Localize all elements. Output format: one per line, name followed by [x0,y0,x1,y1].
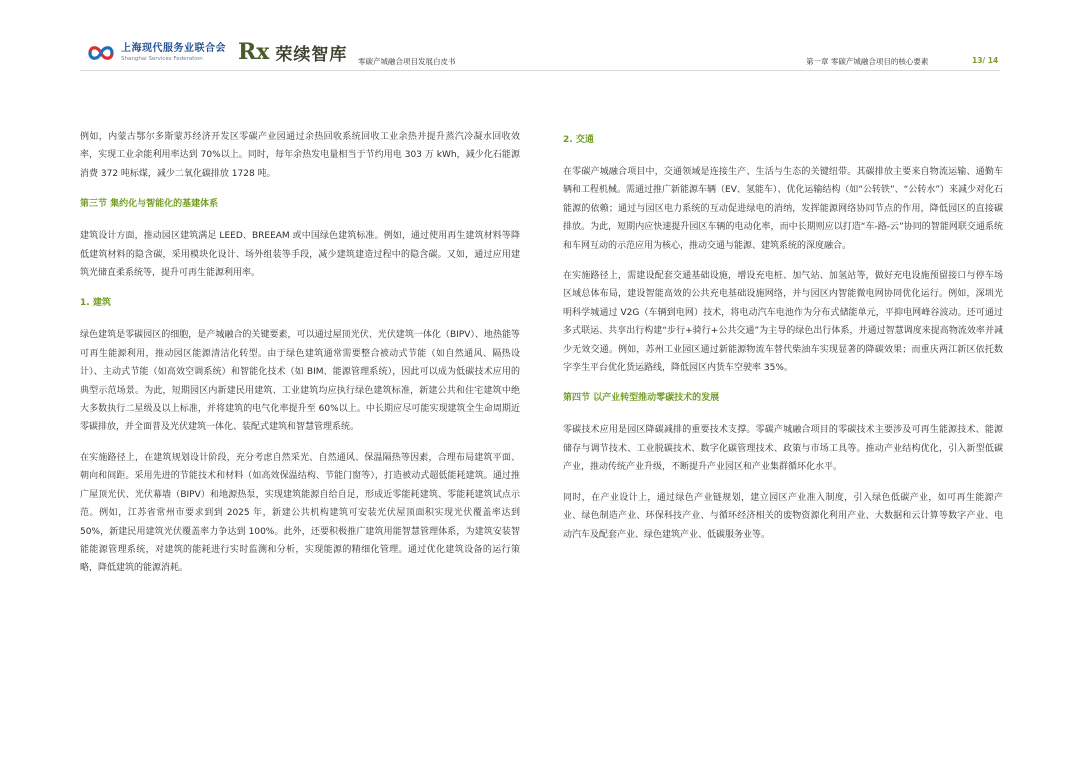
brand-name: 荣续智库 [275,44,348,65]
doc-title: 零碳产城融合项目发展白皮书 [358,57,456,66]
subheading: 1. 建筑 [80,298,111,309]
rx-logo-icon: Rx [238,39,270,65]
page-number: 13/ 14 [972,56,999,65]
paragraph: 同时，在产业设计上，通过绿色产业链规划，建立园区产业准入制度，引入绿色低碳产业，如可再生能源产业、绿色制造产业、环保科技产业、与循环经济相关的废物资源化利用产业、大数据和云计算等数字产业、电动汽车及配套产业、绿色建筑产业、低碳服务业等。 [563,492,1003,540]
section-heading: 第四节 以产业转型推动零碳技术的发展 [563,393,720,404]
org-name: 上海现代服务业联合会 [121,43,226,54]
chapter-title: 第一章 零碳产城融合项目的核心要素 [806,57,929,66]
subheading: 2. 交通 [563,135,594,145]
ssf-logo-icon [86,41,116,65]
paragraph: 在实施路径上，需建设配套交通基础设施，增设充电桩、加气站、加氢站等，做好充电设施预留接口与停车场区域总体布局，建设智能高效的公共充电基础设施网络，并与园区内智能微电网协同优化运行。例如，深圳光明科学城通过 V2G（车辆到电网）技术，将电动汽车电池作为分布式储能单元，平抑电网峰谷波动。还可通过多式联运、共享出行构建“步行+骑行+公共交通”为主导的绿色出行体系，并通过智慧调度来提高物流效率并减少无效交通。例如，苏州工业园区通过新能源物流车替代柴油车实现显著的降碳效果；而重庆两江新区依托数字孪生平台优化货运路线，降低园区内货车空驶率 35%。 [563,271,1003,374]
left-column [80,128,520,578]
paragraph: 绿色建筑是零碳园区的细胞，是产城融合的关键要素，可以通过屋顶光伏、光伏建筑一体化（BIPV）、地热能等可再生能源利用，推动园区能源清洁化转型。由于绿色建筑通常需要整合被动式节能（如自然通风、隔热设计）、主动式节能（如高效空调系统）和智能化技术（如 BIM、能源管理系统），因此可以成为低碳技术应用的典型示范场景。为此，短期园区内新建民用建筑、工业建筑均应执行绿色建筑标准，新建公共和住宅建筑中绝大多数执行二星级及以上标准，并将建筑的电气化率提升至 60%以上。中长期应尽可能实现建筑全生命周期近零碳排放，并全面普及光伏建筑一体化、装配式建筑和智慧管理系统。 [80,330,520,433]
paragraph: 在实施路径上，在建筑规划设计阶段，充分考虑自然采光、自然通风、保温隔热等因素，合理布局建筑平面、朝向和间距。采用先进的节能技术和材料（如高效保温结构、节能门窗等），打造被动式超低能耗建筑。通过推广屋顶光伏、光伏幕墙（BIPV）和地源热泵，实现建筑能源自给自足，形成近零能耗建筑、零能耗建筑试点示范。例如，江苏省常州市要求到到 2025 年，新建公共机构建筑可安装光伏屋顶面积实现光伏覆盖率达到 50%，新建民用建筑光伏覆盖率力争达到 100%。此外，还要积极推广建筑用能智慧管理体系，为建筑安装智能能源管理系统，对建筑的能耗进行实时监测和分析，实现能源的精细化管理。通过优化建筑设备的运行策略，降低建筑的能源消耗。 [80,452,520,574]
org-name-en: Shanghai Services Federation [121,56,203,62]
section-heading: 第三节 集约化与智能化的基建体系 [80,199,219,210]
rx-logo [238,38,347,66]
page-header [0,0,1080,80]
paragraph: 零碳技术应用是园区降碳减排的重要技术支撑。零碳产城融合项目的零碳技术主要涉及可再生能源技术、能源储存与调节技术、工业脱碳技术、数字化碳管理技术、政策与市场工具等。推动产业结构优化，引入新型低碳产业，推动传统产业升级，不断提升产业园区和产业集群循环化水平。 [563,425,1003,473]
paragraph: 在零碳产城融合项目中，交通领域是连接生产、生活与生态的关键纽带。其碳排放主要来自物流运输、通勤车辆和工程机械。需通过推广新能源车辆（EV、氢能车）、优化运输结构（如“公转铁”、“公转水”）来减少对化石能源的依赖；通过与园区电力系统的互动促进绿电的消纳，发挥能源网络协同节点的作用，降低园区的直接碳排放。为此，短期内应快速提升园区车辆的电动化率，而中长期则应以打造“车-路-云”协同的智能网联交通系统和车网互动的示范应用为核心，推动交通与能源、建筑系统的深度融合。 [563,167,1003,251]
paragraph: 例如，内蒙古鄂尔多斯蒙苏经济开发区零碳产业园通过余热回收系统回收工业余热并提升蒸汽冷凝水回收效率，实现工业余能利用率达到 70%以上。同时，每年余热发电量相当于节约用电 303 万 kWh，减少化石能源消费 372 吨标煤，减少二氧化碳排放 1728 吨。 [80,132,520,179]
right-column [563,131,1003,544]
paragraph: 建筑设计方面，推动园区建筑满足 LEED、BREEAM 或中国绿色建筑标准。例如，通过使用再生建筑材料等降低建筑材料的隐含碳，采用模块化设计、场外组装等手段，减少建筑建造过程中的隐含碳。又如，通过应用建筑光储直柔系统等，提升可再生能源利用率。 [80,231,520,279]
ssf-logo [86,40,234,66]
header-divider [80,70,1000,71]
